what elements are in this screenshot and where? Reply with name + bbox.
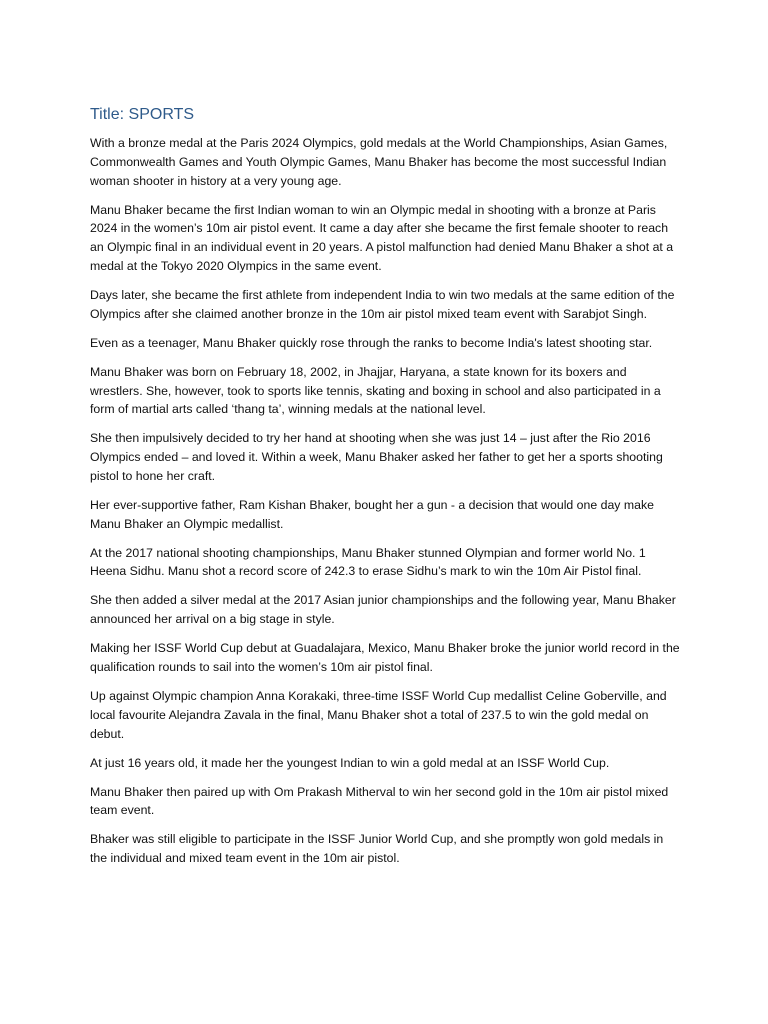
paragraph-2: Manu Bhaker became the first Indian woman to win an Olympic medal in shooting with a bronze at Paris 2024 in the women’s 10m air pistol event. It came a day after she became the first female shooter to reach an Olympic final in an individual event in 20 years. A pistol malfunction had denied Manu Bhaker a shot at a medal at the Tokyo 2020 Olympics in the same event.: [90, 202, 674, 273]
paragraph-5: Manu Bhaker was born on February 18, 2002, in Jhajjar, Haryana, a state known for its boxers and wrestlers. She, however, took to sports like tennis, skating and boxing in school and also participated in a form of martial arts called ‘thang ta’, winning medals at the national level.: [90, 364, 661, 417]
paragraph-9: She then added a silver medal at the 2017 Asian junior championships and the following year, Manu Bhaker announced her arrival on a big stage in style.: [90, 593, 676, 627]
paragraph-1: With a bronze medal at the Paris 2024 Olympics, gold medals at the World Championships, Asian Games, Commonwealth Games and Youth Olympic Games, Manu Bhaker has become the most successful Indian woman shooter in history at a very young age.: [90, 136, 668, 188]
paragraph-8: At the 2017 national shooting championships, Manu Bhaker stunned Olympian and former world No. 1 Heena Sidhu. Manu shot a record score of 242.3 to erase Sidhu’s mark to win the 10m Air Pistol final.: [90, 545, 646, 579]
paragraph-4: Even as a teenager, Manu Bhaker quickly rose through the ranks to become India's latest shooting star.: [90, 335, 653, 350]
paragraph-11: Up against Olympic champion Anna Korakaki, three-time ISSF World Cup medallist Celine Goberville, and local favourite Alejandra Zavala in the final, Manu Bhaker shot a total of 237.5 to win the gold medal on debut.: [90, 689, 667, 741]
paragraph-3: Days later, she became the first athlete from independent India to win two medals at the same edition of the Olympics after she claimed another bronze in the 10m air pistol mixed team event with Sarabjot Singh.: [90, 287, 675, 321]
document-title: Title: SPORTS: [90, 106, 195, 123]
document-body: [90, 104, 680, 878]
paragraph-10: Making her ISSF World Cup debut at Guadalajara, Mexico, Manu Bhaker broke the junior world record in the qualification rounds to sail into the women’s 10m air pistol final.: [90, 641, 680, 675]
paragraph-7: Her ever-supportive father, Ram Kishan Bhaker, bought her a gun - a decision that would one day make Manu Bhaker an Olympic medallist.: [90, 497, 654, 531]
paragraph-13: Manu Bhaker then paired up with Om Prakash Mitherval to win her second gold in the 10m air pistol mixed team event.: [90, 784, 669, 818]
paragraph-12: At just 16 years old, it made her the youngest Indian to win a gold medal at an ISSF World Cup.: [90, 755, 610, 770]
paragraph-6: She then impulsively decided to try her hand at shooting when she was just 14 – just after the Rio 2016 Olympics ended – and loved it. Within a week, Manu Bhaker asked her father to get her a sports shooting pistol to hone her craft.: [90, 431, 663, 483]
paragraph-14: Bhaker was still eligible to participate in the ISSF Junior World Cup, and she promptly won gold medals in the individual and mixed team event in the 10m air pistol.: [90, 832, 664, 866]
